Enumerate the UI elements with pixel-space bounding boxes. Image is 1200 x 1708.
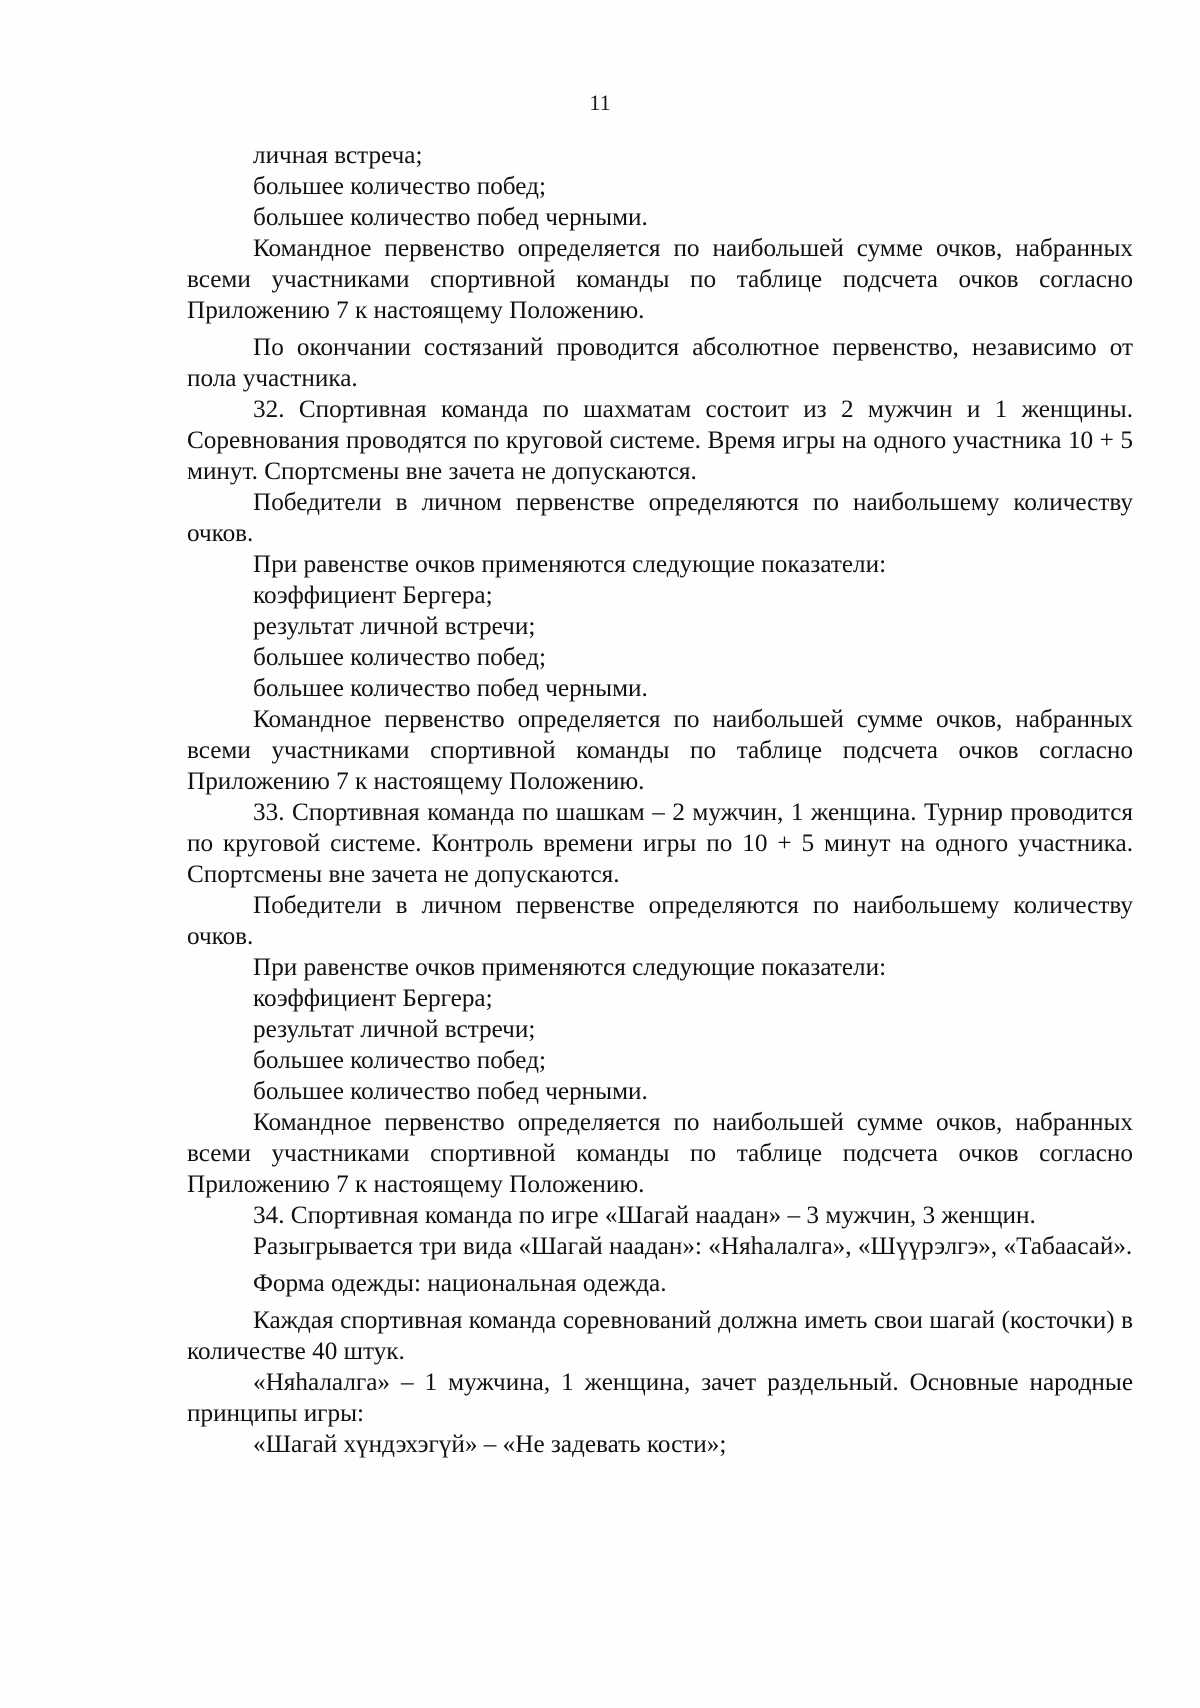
list-item: результат личной встречи; — [253, 1016, 536, 1043]
list-item: коэффициент Бергера; — [253, 582, 493, 609]
paragraph: Командное первенство определяется по наибольшей сумме очков, набранных всеми участниками спортивной команды по таблице подсчета очков согласно Приложению 7 к настоящему Положению. — [187, 706, 1133, 795]
list-item: большее количество побед черными. — [253, 204, 648, 231]
paragraph: Командное первенство определяется по наибольшей сумме очков, набранных всеми участниками спортивной команды по таблице подсчета очков согласно Приложению 7 к настоящему Положению. — [187, 235, 1133, 324]
list-item: коэффициент Бергера; — [253, 985, 493, 1012]
list-item: большее количество побед; — [253, 1047, 546, 1074]
paragraph: 33. Спортивная команда по шашкам – 2 мужчин, 1 женщина. Турнир проводится по круговой системе. Контроль времени игры по 10 + 5 минут на одного участника. Спортсмены вне зачета не допускаются. — [187, 799, 1133, 888]
list-item: большее количество побед; — [253, 644, 546, 671]
paragraph: Победители в личном первенстве определяются по наибольшему количеству очков. — [187, 489, 1133, 547]
paragraph: Форма одежды: национальная одежда. — [253, 1270, 667, 1297]
paragraph: Командное первенство определяется по наибольшей сумме очков, набранных всеми участниками спортивной команды по таблице подсчета очков согласно Приложению 7 к настоящему Положению. — [187, 1109, 1133, 1198]
page-number: 11 — [589, 90, 611, 115]
list-item: При равенстве очков применяются следующие показатели: — [253, 551, 887, 578]
list-item: личная встреча; — [253, 142, 423, 169]
list-item: большее количество побед черными. — [253, 675, 648, 702]
paragraph: Разыгрывается три вида «Шагай наадан»: «Няhалалга», «Шүүрэлгэ», «Табаасай». — [253, 1233, 1133, 1260]
paragraph: Победители в личном первенстве определяются по наибольшему количеству очков. — [187, 892, 1133, 950]
list-item: большее количество побед черными. — [253, 1078, 648, 1105]
list-item: При равенстве очков применяются следующие показатели: — [253, 954, 887, 981]
list-item: большее количество побед; — [253, 173, 546, 200]
paragraph: «Няhалалга» – 1 мужчина, 1 женщина, зачет раздельный. Основные народные принципы игры: — [187, 1369, 1133, 1427]
list-item: «Шагай хүндэхэгүй» – «Не задевать кости»; — [253, 1431, 727, 1458]
paragraph: 34. Спортивная команда по игре «Шагай наадан» – 3 мужчин, 3 женщин. — [253, 1202, 1036, 1229]
list-item: результат личной встречи; — [253, 613, 536, 640]
paragraph: Каждая спортивная команда соревнований должна иметь свои шагай (косточки) в количестве 40 штук. — [187, 1307, 1133, 1365]
paragraph: По окончании состязаний проводится абсолютное первенство, независимо от пола участника. — [187, 334, 1133, 392]
document-body — [187, 140, 1133, 1460]
paragraph: 32. Спортивная команда по шахматам состоит из 2 мужчин и 1 женщины. Соревнования проводятся по круговой системе. Время игры на одного участника 10 + 5 минут. Спортсмены вне зачета не допускаются. — [187, 396, 1133, 485]
